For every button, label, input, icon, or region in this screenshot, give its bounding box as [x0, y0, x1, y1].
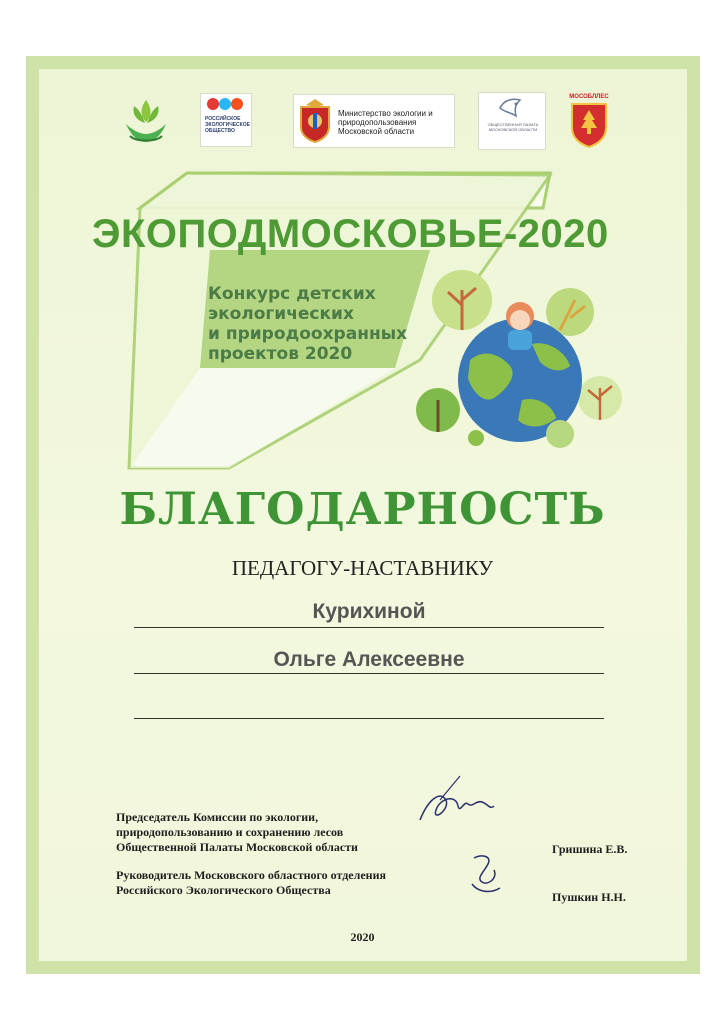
recipient-surname: Курихиной [312, 600, 426, 623]
recipient-given-names: Ольге Алексеевне [273, 648, 465, 671]
public-chamber-logo-text: ОБЩЕСТВЕННАЯ ПАЛАТА МОСКОВСКОЙ ОБЛАСТИ [487, 122, 539, 132]
mosoblles-shield-icon [570, 102, 608, 148]
moscow-oblast-coat-of-arms-icon [298, 97, 332, 143]
signatory-position-1 [116, 810, 358, 855]
position-line: Общественной Палаты Московской области [116, 840, 358, 854]
lotus-hands-icon [118, 92, 174, 148]
signatory-name-1: Гришина Е.В. [552, 842, 628, 856]
reo-logo-text: РОССИЙСКОЕ ЭКОЛОГИЧЕСКОЕ ОБЩЕСТВО [205, 116, 250, 134]
mosoblles-logo-text: МОСОБЛЛЕС [569, 94, 609, 100]
contest-subtitle-line: проектов 2020 [208, 344, 353, 364]
public-chamber-bird-icon [498, 96, 524, 120]
earth-girl-illustration [410, 270, 630, 450]
certificate-year: 2020 [350, 930, 375, 944]
signature-2 [462, 848, 512, 898]
certificate-heading: БЛАГОДАРНОСТЬ [119, 484, 606, 535]
name-underline-3 [134, 718, 604, 719]
contest-subtitle-line: экологических [208, 304, 354, 324]
contest-title: ЭКОПОДМОСКОВЬЕ-2020 [92, 212, 609, 256]
signatory-position-2 [116, 868, 386, 898]
contest-subtitle [208, 284, 438, 364]
position-line: природопользованию и сохранению лесов [116, 825, 344, 839]
position-line: Руководитель Московского областного отделения [116, 868, 387, 882]
ministry-logo-text: Министерство экологии и природопользования Московской области [338, 109, 433, 136]
position-line: Председатель Комиссии по экологии, [116, 810, 319, 824]
signatory-name-2: Пушкин Н.Н. [552, 890, 626, 904]
contest-subtitle-line: Конкурс детских [208, 284, 376, 304]
reo-logo-icon [206, 97, 244, 111]
position-line: Российского Экологического Общества [116, 883, 331, 897]
name-underline-1 [134, 627, 604, 628]
signature-1 [410, 770, 500, 840]
contest-subtitle-line: и природоохранных [208, 324, 408, 344]
recipient-role: ПЕДАГОГУ-НАСТАВНИКУ [231, 556, 494, 580]
name-underline-2 [134, 673, 604, 674]
